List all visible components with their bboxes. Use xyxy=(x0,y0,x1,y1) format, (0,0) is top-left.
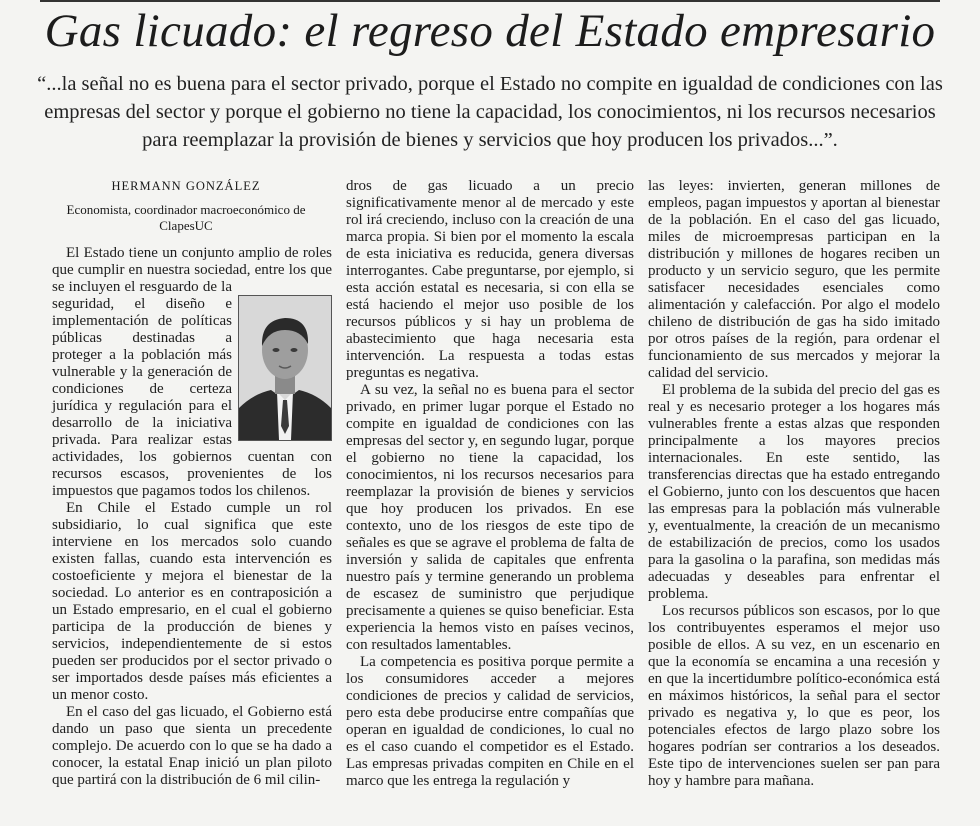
column-2 xyxy=(346,178,634,790)
article-title: Gas licuado: el regreso del Estado empresario xyxy=(44,5,936,57)
col3-paragraph: Los recursos públicos son escasos, por lo que los contribuyentes esperamos el mejor uso posible de ellos. A su vez, en un escenario en que la economía se encamina a una recesión y en que la incertidumbre político-económica está en máximos históricos, la señal para el sector privado es negativa y, lo que es peor, los potenciales efectos de largo plazo sobre los hogares podrían ser contrarios a los deseados. Este tipo de intervenciones suelen ser pan para hoy y hambre para mañana. xyxy=(648,603,940,789)
pull-quote: “...la señal no es buena para el sector privado, porque el Estado no compite en igualdad de condiciones con las empresas del sector y porque el gobierno no tiene la capacidad, los conocimientos, ni los recursos necesarios para reemplazar la provisión de bienes y servicios que hoy producen los privados...”. xyxy=(37,73,943,151)
col2-paragraph: La competencia es positiva porque permite a los consumidores acceder a mejores condiciones de precios y calidad de servicios, pero esta debe producirse entre compañías que operan en igualdad de condiciones, lo cual no es el caso cuando el competidor es el Estado. Las empresas privadas compiten en Chile en el marco que les entrega la regulación y xyxy=(346,654,634,789)
col3-paragraph: las leyes: invierten, generan millones de empleos, pagan impuestos y aportan al bienestar de la población. En el caso del gas licuado, miles de microempresas participan en la distribución y millones de hogares reciben un producto y un servicio seguro, que les permite satisfacer necesidades esenciales como alimentación y calefacción. Por algo el modelo chileno de distribución de gas ha sido imitado por otros países de la región, para ordenar el funcionamiento de sus mercados y mejorar la calidad del servicio. xyxy=(648,178,940,381)
col1-paragraph: El Estado tiene un conjunto amplio de roles que cumplir en nuestra sociedad, entre los que se incluyen el resguardo de la seguridad, el diseño e implementación de políticas públicas destinadas a proteger a la población más vulnerable y la generación de condiciones de certeza jurídica y regulación para el desarrollo de la iniciativa privada. Para realizar estas actividades, los gobiernos cuentan con recursos escasos, provenientes de los impuestos que pagamos todos los chilenos. xyxy=(52,245,332,499)
col2-paragraph: A su vez, la señal no es buena para el sector privado, en primer lugar porque el Estado no compite en igualdad de condiciones con las empresas del sector y, en segundo lugar, porque el gobierno no tiene la capacidad, los conocimientos, ni los recursos necesarios para reemplazar la provisión de bienes y servicios que hoy producen los privados. En ese contexto, uno de los riesgos de este tipo de señales es que se agrave el problema de falta de inversión y salida de capitales que enfrenta nuestro país y termine generando un problema de escasez de suministro que perjudique precisamente a quienes se quiso beneficiar. Esta experiencia la hemos visto en países vecinos, con resultados lamentables. xyxy=(346,382,634,653)
author-photo xyxy=(238,295,332,441)
col1-paragraph: En el caso del gas licuado, el Gobierno está dando un paso que sienta un precedente complejo. De acuerdo con lo que se ha dado a conocer, la estatal Enap inició un plan piloto que partirá con la distribución de 6 mil cilin- xyxy=(52,704,332,788)
col3-paragraph: El problema de la subida del precio del gas es real y es necesario proteger a los hogares más vulnerables frente a estas alzas que responden principalmente a los mayores precios internacionales. En este sentido, las transferencias directas que ha estado entregando el Gobierno, junto con los descuentos que hacen las empresas para la población más vulnerable y, eventualmente, la creación de un mecanismo de estabilización de precios, como los usados para la gasolina o la parafina, son medidas más adecuadas y deseables para enfrentar el problema. xyxy=(648,382,940,602)
author-role: Economista, coordinador macroeconómico de ClapesUC xyxy=(66,202,306,233)
column-3 xyxy=(648,178,940,790)
author-portrait-icon xyxy=(239,296,331,440)
byline xyxy=(62,178,310,234)
col1-paragraph: En Chile el Estado cumple un rol subsidiario, lo cual significa que este interviene en los mercados solo cuando existen fallas, cuando esta intervención es costoeficiente y mejora el bienestar de la sociedad. Lo anterior es en contraposición a un Estado empresario, en el cual el gobierno participa de la producción de bienes y servicios, independientemente de si estos pueden ser producidos por el sector privado o ser importados desde países más eficientes a un menor costo. xyxy=(52,500,332,703)
col2-paragraph: dros de gas licuado a un precio significativamente menor al de mercado y este rol irá creciendo, incluso con la creación de una marca propia. Si bien por el momento la escala de esta iniciativa es reducida, genera diversas interrogantes. Cabe preguntarse, por ejemplo, si esta acción estatal es necesaria, si con ella se está haciendo el mejor uso posible de los recursos públicos y si hay un problema de abastecimiento que haga necesaria esta intervención. La respuesta a todas estas preguntas es negativa. xyxy=(346,178,634,381)
column-1 xyxy=(52,245,332,789)
author-name: HERMANN GONZÁLEZ xyxy=(111,179,261,193)
